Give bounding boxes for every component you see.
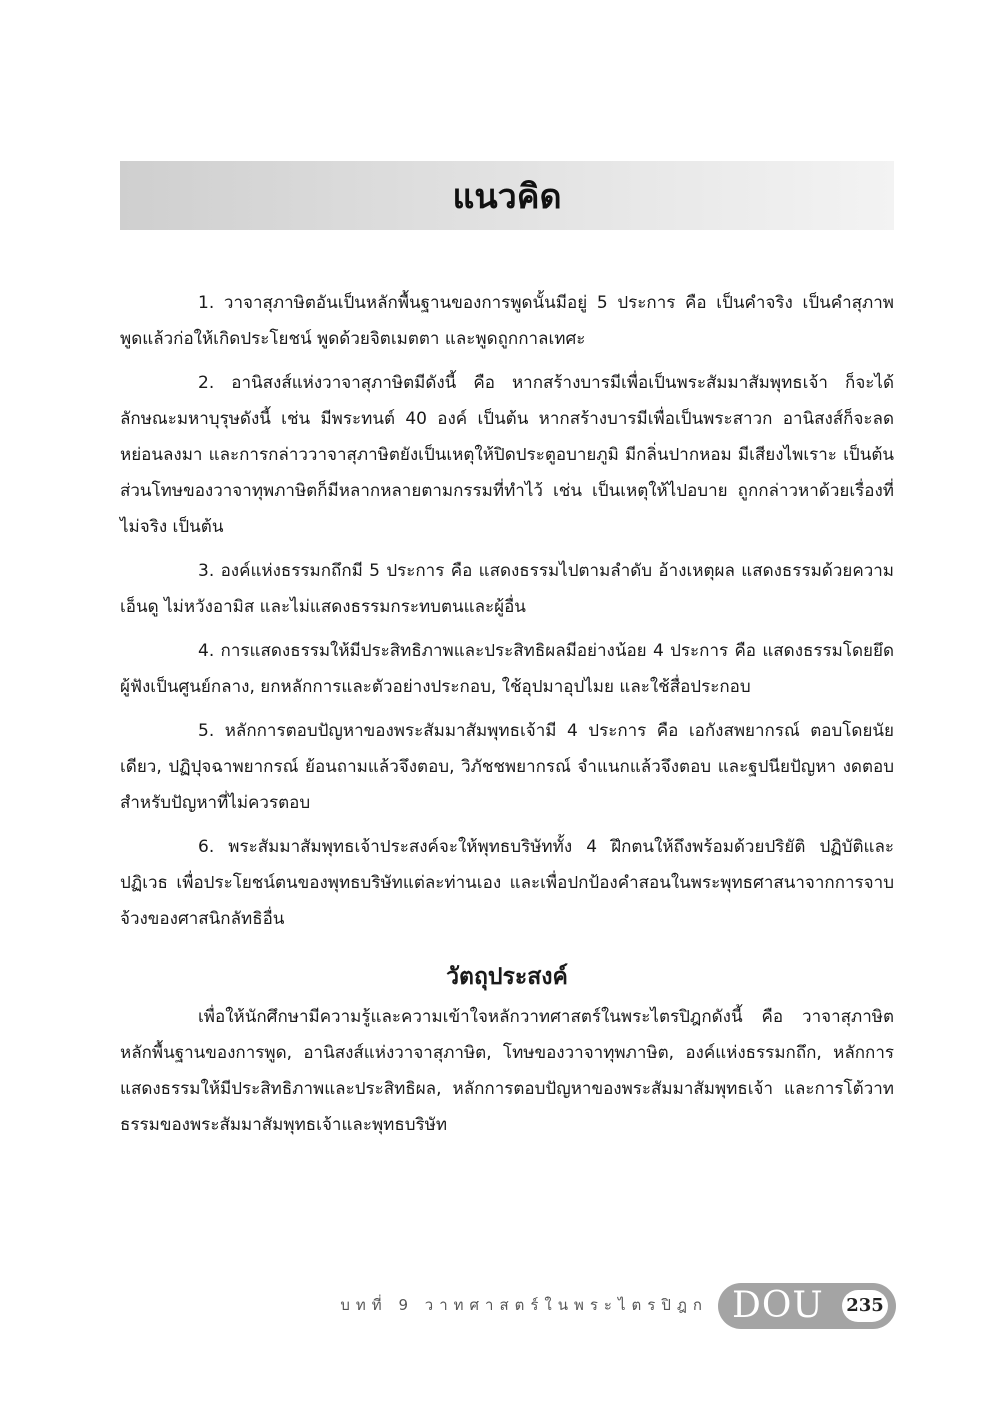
page-footer <box>0 1283 896 1329</box>
body-content <box>120 285 894 1151</box>
concept-paragraph-4: 4. การแสดงธรรมให้มีประสิทธิภาพและประสิทธิผลมีอย่างน้อย 4 ประการ คือ แสดงธรรมโดยยึดผู้ฟังเป็นศูนย์กลาง, ยกหลักการและตัวอย่างประกอบ, ใช้อุปมาอุปไมย และใช้สื่อประกอบ <box>120 641 894 697</box>
page-title: แนวคิด <box>452 176 562 217</box>
concept-paragraph-1: 1. วาจาสุภาษิตอันเป็นหลักพื้นฐานของการพูดนั้นมีอยู่ 5 ประการ คือ เป็นคำจริง เป็นคำสุภาพ พูดแล้วก่อให้เกิดประโยชน์ พูดด้วยจิตเมตตา และพูดถูกกาลเทศะ <box>120 293 894 349</box>
concept-paragraph-5: 5. หลักการตอบปัญหาของพระสัมมาสัมพุทธเจ้ามี 4 ประการ คือ เอกังสพยากรณ์ ตอบโดยนัยเดียว, ปฏิปุจฉาพยากรณ์ ย้อนถามแล้วจึงตอบ, วิภัชชพยากรณ์ จำแนกแล้วจึงตอบ และฐปนียปัญหา งดตอบสำหรับปัญหาที่ไม่ควรตอบ <box>120 721 894 813</box>
page-number: 235 <box>842 1290 888 1322</box>
dou-badge <box>718 1283 896 1329</box>
concept-paragraph-2: 2. อานิสงส์แห่งวาจาสุภาษิตมีดังนี้ คือ หากสร้างบารมีเพื่อเป็นพระสัมมาสัมพุทธเจ้า ก็จะได้ลักษณะมหาบุรุษดังนี้ เช่น มีพระทนต์ 40 องค์ เป็นต้น หากสร้างบารมีเพื่อเป็นพระสาวก อานิสงส์ก็จะลดหย่อนลงมา และการกล่าววาจาสุภาษิตยังเป็นเหตุให้ปิดประตูอบายภูมิ มีกลิ่นปากหอม มีเสียงไพเราะ เป็นต้น ส่วนโทษของวาจาทุพภาษิตก็มีหลากหลายตามกรรมที่ทำไว้ เช่น เป็นเหตุให้ไปอบาย ถูกกล่าวหาด้วยเรื่องที่ไม่จริง เป็นต้น <box>120 373 894 537</box>
objectives-paragraph: เพื่อให้นักศึกษามีความรู้และความเข้าใจหลักวาทศาสตร์ในพระไตรปิฎกดังนี้ คือ วาจาสุภาษิตหลักพื้นฐานของการพูด, อานิสงส์แห่งวาจาสุภาษิต, โทษของวาจาทุพภาษิต, องค์แห่งธรรมกถึก, หลักการแสดงธรรมให้มีประสิทธิภาพและประสิทธิผล, หลักการตอบปัญหาของพระสัมมาสัมพุทธเจ้า และการโต้วาทธรรมของพระสัมมาสัมพุทธเจ้าและพุทธบริษัท <box>120 1007 894 1135</box>
dou-logo: DOU <box>732 1285 824 1326</box>
objectives-heading: วัตถุประสงค์ <box>446 964 568 990</box>
chapter-title: บทที่ 9 วาทศาสตร์ในพระไตรปิฎก <box>340 1296 708 1314</box>
concept-paragraph-6: 6. พระสัมมาสัมพุทธเจ้าประสงค์จะให้พุทธบริษัททั้ง 4 ฝึกตนให้ถึงพร้อมด้วยปริยัติ ปฏิบัติและปฏิเวธ เพื่อประโยชน์ตนของพุทธบริษัทแต่ละท่านเอง และเพื่อปกป้องคำสอนในพระพุทธศาสนาจากการจาบจ้วงของศาสนิกลัทธิอื่น <box>120 837 894 929</box>
header-banner <box>120 161 894 230</box>
concept-paragraph-3: 3. องค์แห่งธรรมกถึกมี 5 ประการ คือ แสดงธรรมไปตามลำดับ อ้างเหตุผล แสดงธรรมด้วยความเอ็นดู ไม่หวังอามิส และไม่แสดงธรรมกระทบตนและผู้อื่น <box>120 561 894 617</box>
